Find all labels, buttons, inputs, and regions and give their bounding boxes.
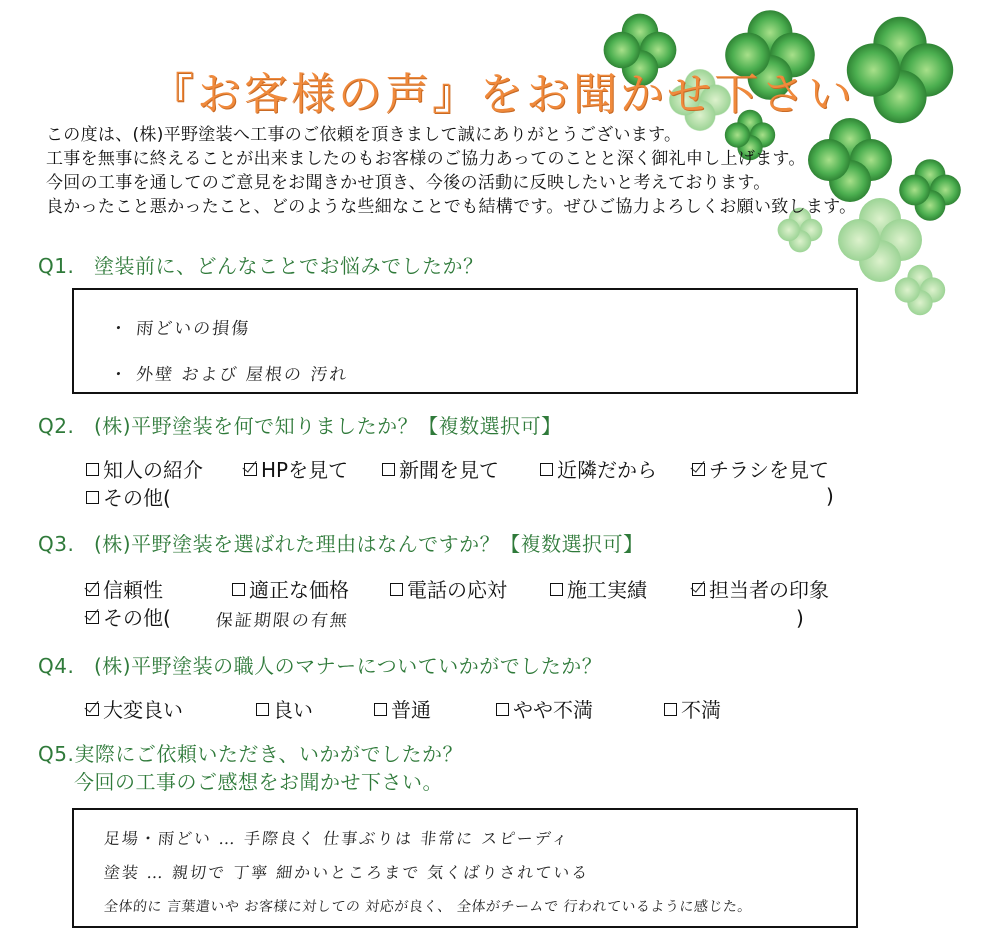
checkbox[interactable] (496, 703, 509, 716)
handwritten-answer: ・ 雨どいの損傷 (108, 319, 252, 339)
option-other[interactable]: その他( (86, 482, 171, 511)
checkbox-checked[interactable] (86, 611, 99, 624)
question-1 (38, 250, 484, 279)
close-paren: ) (826, 484, 834, 508)
option-other[interactable]: その他( (86, 602, 171, 631)
checkbox[interactable] (664, 703, 677, 716)
question-number: Q2. (38, 414, 75, 438)
option-track-record[interactable]: 施工実績 (550, 574, 647, 603)
checkbox[interactable] (86, 463, 99, 476)
option-very-good[interactable]: 大変良い (86, 694, 183, 723)
checkbox[interactable] (86, 491, 99, 504)
option-website[interactable]: HPを見て (244, 454, 348, 483)
question-5 (38, 738, 463, 767)
question-text: (株)平野塗装を選ばれた理由はなんですか？【複数選択可】 (94, 532, 644, 556)
intro-line-1: この度は、(株)平野塗装へ工事のご依頼を頂きまして誠にありがとうございます。 (46, 125, 682, 145)
option-flyer[interactable]: チラシを見て (692, 454, 829, 483)
question-2 (38, 410, 562, 439)
question-number: Q5. (38, 742, 75, 766)
question-number: Q4. (38, 654, 75, 678)
checkbox-checked[interactable] (86, 583, 99, 596)
option-average[interactable]: 普通 (374, 694, 431, 723)
question-number: Q1. (38, 254, 75, 278)
question-text: (株)平野塗装の職人のマナーについていかがでしたか？ (94, 654, 603, 678)
checkbox[interactable] (232, 583, 245, 596)
option-phone-response[interactable]: 電話の応対 (390, 574, 507, 603)
handwritten-answer: ・ 外壁 および 屋根の 汚れ (108, 365, 350, 385)
question-4 (38, 650, 602, 679)
option-fair-price[interactable]: 適正な価格 (232, 574, 349, 603)
question-text: 塗装前に、どんなことでお悩みでしたか？ (94, 254, 484, 278)
question-5-line-2: 今回の工事のご感想をお聞かせ下さい。 (74, 770, 443, 794)
handwritten-answer: 全体的に 言葉遣いや お客様に対しての 対応が良く、 全体がチームで 行われているように感じた。 (103, 899, 753, 915)
checkbox[interactable] (256, 703, 269, 716)
intro-line-4: 良かったこと悪かったこと、どのような些細なことでも結構です。ぜひご協力よろしくお願い致します。 (46, 197, 857, 217)
question-3 (38, 528, 644, 557)
handwritten-answer: 塗装 … 親切で 丁寧 細かいところまで 気くばりされている (102, 863, 591, 882)
checkbox-checked[interactable] (86, 703, 99, 716)
intro-line-2: 工事を無事に終えることが出来ましたのもお客様のご協力あってのことと深く御礼申し上げます。 (46, 149, 806, 169)
handwritten-answer: 足場・雨どい … 手際良く 仕事ぶりは 非常に スピーディ (102, 829, 571, 848)
checkbox-checked[interactable] (692, 583, 705, 596)
checkbox[interactable] (550, 583, 563, 596)
option-good[interactable]: 良い (256, 694, 313, 723)
intro-line-3: 今回の工事を通してのご意見をお聞きかせ頂き、今後の活動に反映したいと考えております。 (46, 173, 771, 193)
question-text: (株)平野塗装を何で知りましたか？【複数選択可】 (94, 414, 562, 438)
page-title: 『お客様の声』をお聞かせ下さい (150, 69, 855, 120)
question-number: Q3. (38, 532, 75, 556)
option-staff-impression[interactable]: 担当者の印象 (692, 574, 829, 603)
option-newspaper[interactable]: 新聞を見て (382, 454, 499, 483)
handwritten-answer: 保証期限の有無 (214, 611, 350, 631)
checkbox[interactable] (374, 703, 387, 716)
checkbox-checked[interactable] (244, 463, 257, 476)
option-nearby[interactable]: 近隣だから (540, 454, 657, 483)
checkbox[interactable] (382, 463, 395, 476)
question-text: 実際にご依頼いただき、いかがでしたか？ (74, 742, 464, 766)
option-somewhat-unsatisfied[interactable]: やや不満 (496, 694, 593, 723)
checkbox-checked[interactable] (692, 463, 705, 476)
option-unsatisfied[interactable]: 不満 (664, 694, 721, 723)
option-trust[interactable]: 信頼性 (86, 574, 163, 603)
option-referral[interactable]: 知人の紹介 (86, 454, 203, 483)
close-paren: ) (796, 606, 804, 630)
checkbox[interactable] (540, 463, 553, 476)
checkbox[interactable] (390, 583, 403, 596)
